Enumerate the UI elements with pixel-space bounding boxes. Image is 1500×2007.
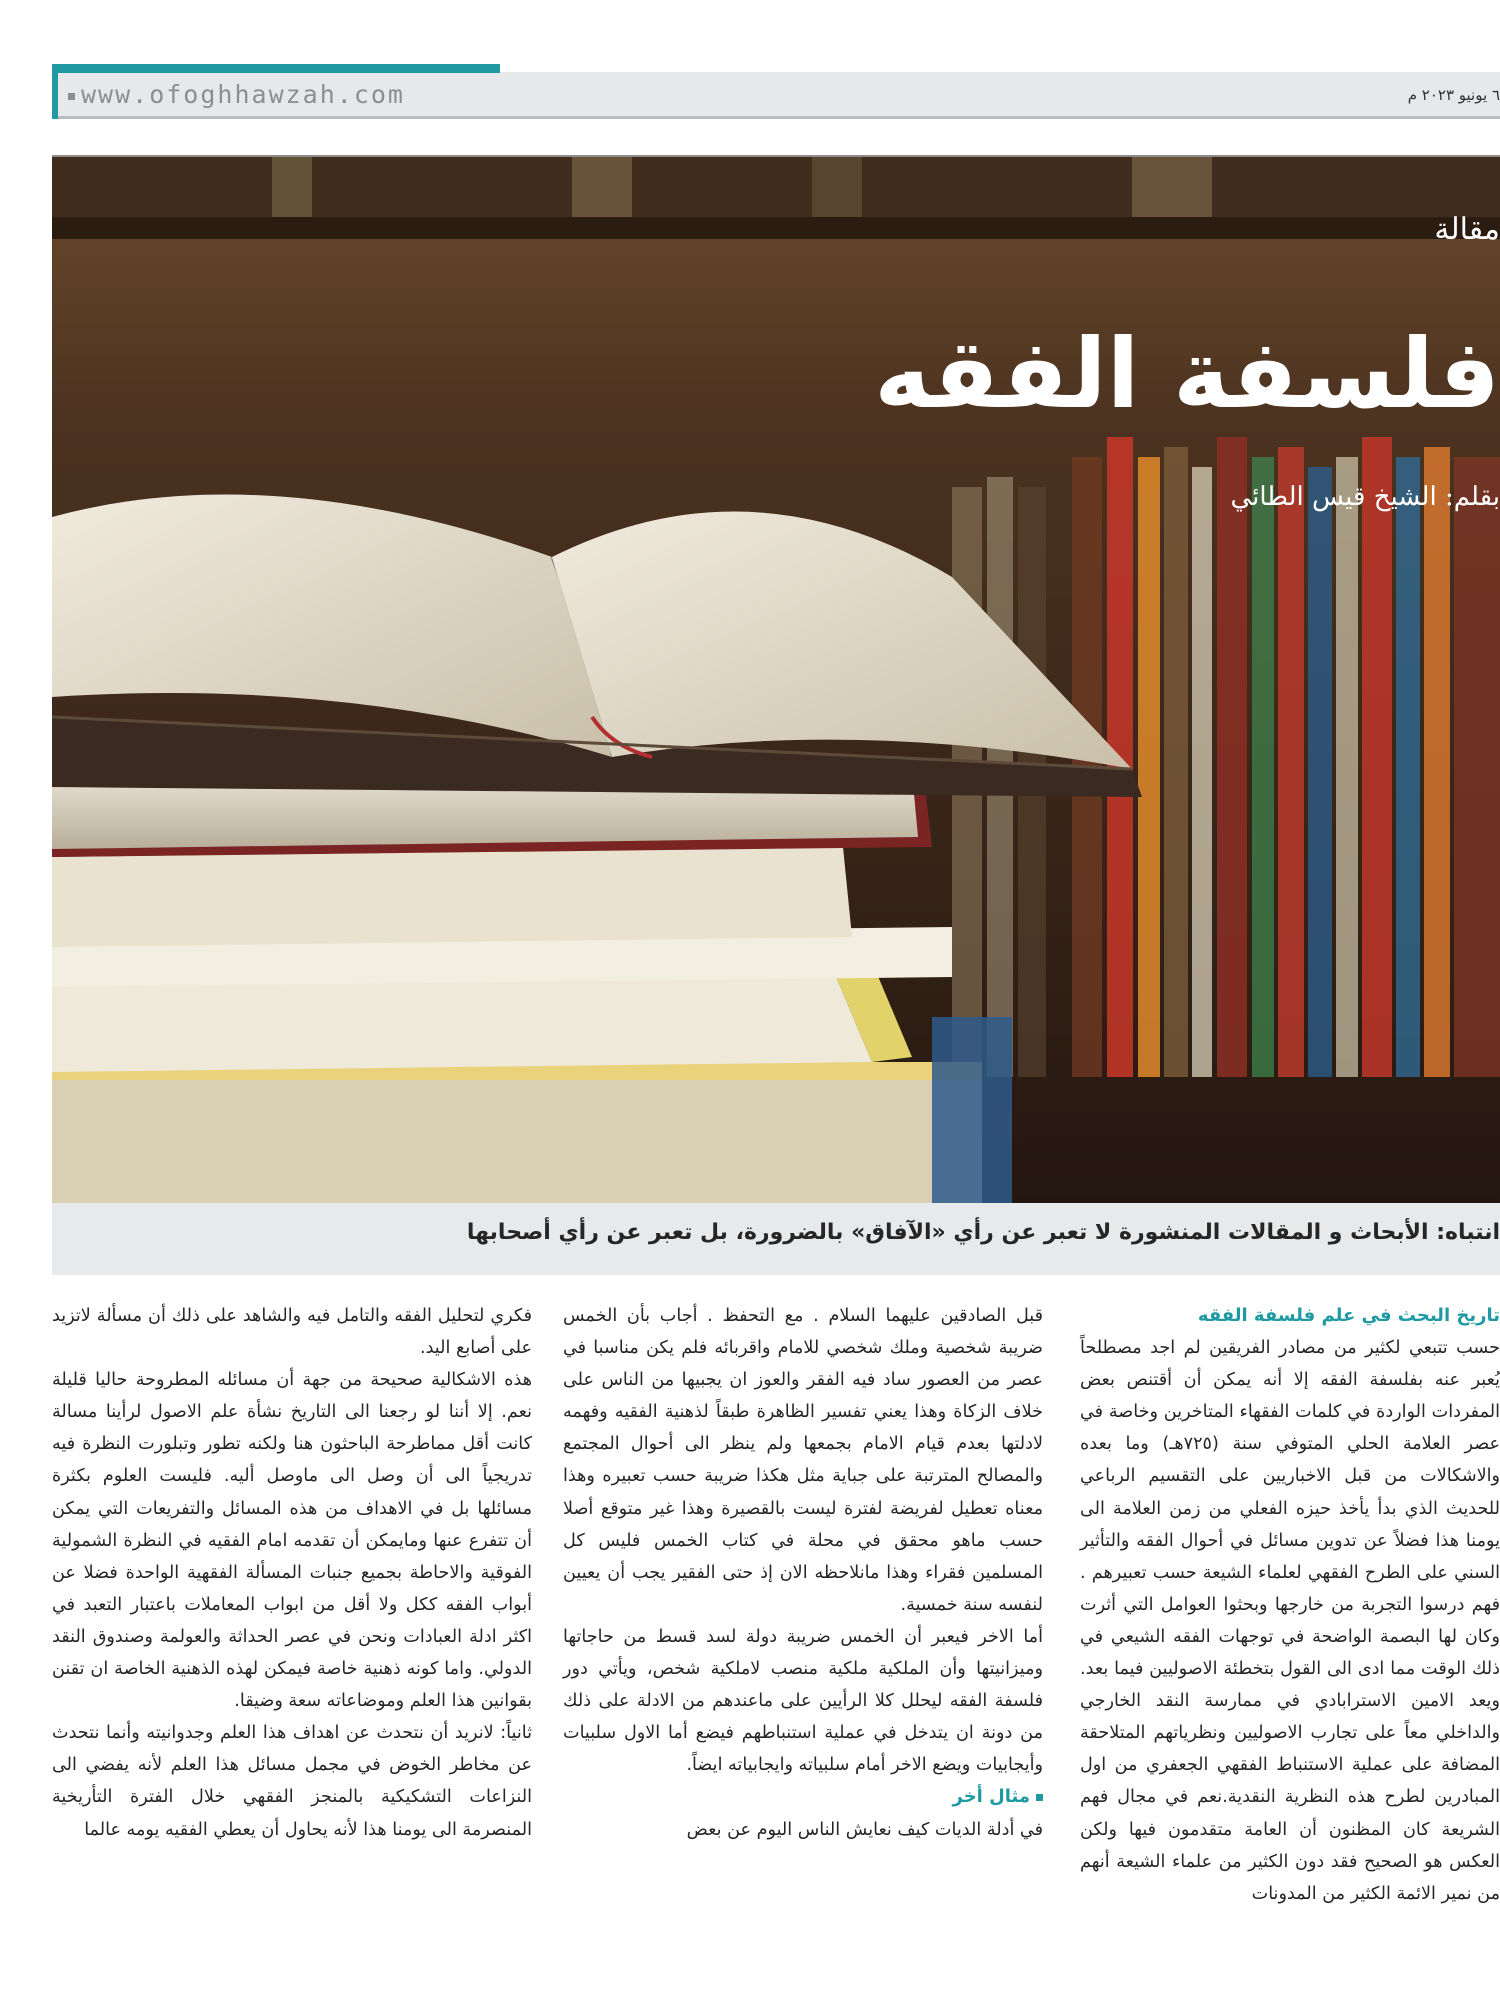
column-paragraph: هذه الاشكالية صحيحة من جهة أن مسائله المطروحة حاليا قليلة نعم. إلا أننا لو رجعنا الى التاريخ نشأة علم الاصول لرأينا مسالة كانت أقل مماطرحة الباحثون هنا ولكنه تطور وتبلورت النظرة فيه تدريجياً الى أن وصل الى ماوصل أليه. فليست العلوم بكثرة مسائلها بل في الاهداف من هذه المسائل والتفريعات التي يمكن أن تتفرع عنها ومايمكن أن تقدمه امام الفقيه في النظرة الشمولية الفوقية والاحاطة بجميع جنبات المسألة الفقهية الواحدة فضلا عن أبواب الفقه ككل ولا أقل من ابواب المعاملات باعتبار التعبد في اكثر ادلة العبادات ونحن في عصر الحداثة والعولمة وصندوق النقد الدولي. واما كونه ذهنية خاصة فيمكن لهذه الذهنية الخاصة ان تقنن بقوانين هذا العلم وموضاعاته سعة وضيقا.	[52, 1370, 532, 1712]
header-accent-stripe	[52, 64, 500, 73]
column-paragraph: ثانياً: لانريد أن نتحدث عن اهداف هذا العلم وجدوانيته وأنما نتحدث عن مخاطر الخوض في مجمل مسائل هذا العلم لأنه يفضي الى النزاعات التشكيكية بالمنجز الفقهي خلال الفترة التأريخية المنصرمة الى يومنا هذا لأنه يحاول أن يعطي الفقيه يومه عالما	[52, 1723, 532, 1840]
header-accent-edge	[52, 72, 58, 119]
issue-date: ٦ يونيو ٢٠٢٣ م	[1407, 86, 1500, 104]
hero-image	[52, 155, 1500, 1205]
site-url	[68, 80, 405, 110]
disclaimer-text: انتباه: الأبحاث و المقالات المنشورة لا تعبر عن رأي «الآفاق» بالضرورة، بل تعبر عن رأي أصحابها	[466, 1220, 1500, 1245]
column-paragraph: أما الاخر فيعبر أن الخمس ضريبة دولة لسد قسط من حاجاتها وميزانيتها وأن الملكية ملكية منصب لاملكية شخص، ويأتي دور فلسفة الفقه ليحلل كلا الرأيين على ماعندهم من الادلة على ذلك من دونة ان يتدخل في عملية استنباطهم فيضع أما الاول سلبيات وأيجابيات ويضع الاخر أمام سلبياته وايجابياته ايضاً.	[563, 1626, 1043, 1776]
subheading-text: مثال أخر	[952, 1786, 1030, 1808]
column-left	[52, 1300, 532, 1846]
column-subheading	[563, 1781, 1043, 1813]
column-middle	[563, 1300, 1043, 1846]
column-paragraph: قبل الصادقين عليهما السلام . مع التحفظ . أجاب بأن الخمس ضريبة شخصية وملك شخصي للامام واقربائه فلم يكن مناسبا في عصر من العصور ساد فيه الفقر والعوز ان يجبيها من الناس على خلاف الزكاة وهذا يعني تفسير الظاهرة طبقاً لذهنية الفقيه وفهمه لادلتها بعدم قيام الامام بجمعها ولم ينظر الى أحوال المجتمع والمصالح المترتبة على جباية مثل هكذا ضريبة حسب تعبيره وهذا معناه تعطيل لفريضة لفترة ليست بالقصيرة وهذا غير متوقع أصلا حسب ماهو محقق في محلة في كتاب الخمس فليس كل المسلمين فقراء وهذا مانلاحظه الان إذ حتى الفقير يجب أن يعيين لنفسه سنة خمسية.	[563, 1306, 1043, 1615]
article-title: فلسفة الفقه	[874, 318, 1500, 430]
books-illustration	[52, 157, 1500, 1205]
column-heading: تاريخ البحث في علم فلسفة الفقه	[1197, 1305, 1500, 1326]
square-bullet-icon	[1036, 1794, 1043, 1801]
column-paragraph: فكري لتحليل الفقه والتامل فيه والشاهد على ذلك أن مسألة لاتزيد على أصابع اليد.	[52, 1306, 532, 1359]
square-bullet-icon	[68, 93, 75, 100]
column-paragraph: حسب تتبعي لكثير من مصادر الفريقين لم اجد مصطلحاً يُعبر عنه بفلسفة الفقه إلا أنه يمكن أن أقتنص بعض المفردات الواردة في كلمات الفقهاء المتاخرين وخاصة في عصر العلامة الحلي المتوفي سنة (٧٢٥هـ) وما بعده والاشكالات من قبل الاخباريين على التقسيم الرباعي للحديث الذي بدأ يأخذ حيزه الفعلي من زمن العلامة الى يومنا هذا فضلاً عن تدوين مسائل في أحوال الفقه والتأثير السني على الطرح الفقهي لعلماء الشيعة حسب تعبيرهم . فهم درسوا التجربة من خارجها وبحثوا العوامل التي أثرت وكان لها البصمة الواضحة في توجهات الفقه الشيعي في ذلك الوقت مما ادى الى القول بتخطئة الاصوليين فيما بعد. ويعد الامين الاسترابادي في ممارسة النقد الخارجي والداخلي معاً على تجارب الاصوليين ونظرياتهم المتلاحقة المضافة على عملية الاستنباط الفقهي الجعفري من اول المبادرين لطرح هذه النظرية النقدية.نعم في مجال فهم الشريعة كان المظنون أن العامة متقدمون فيها ولكن العكس هو الصحيح فقد دون الكثير من علماء الشيعة أنهم من نمير الائمة الكثير من المدونات	[1080, 1338, 1500, 1904]
column-paragraph: في أدلة الديات كيف نعايش الناس اليوم عن بعض	[686, 1819, 1043, 1840]
article-author: بقلم: الشيخ قيس الطائي	[1230, 482, 1500, 512]
section-label: مقالة	[1434, 212, 1500, 247]
column-right	[1080, 1300, 1500, 1910]
site-url-text: www.ofoghhawzah.com	[81, 80, 405, 109]
